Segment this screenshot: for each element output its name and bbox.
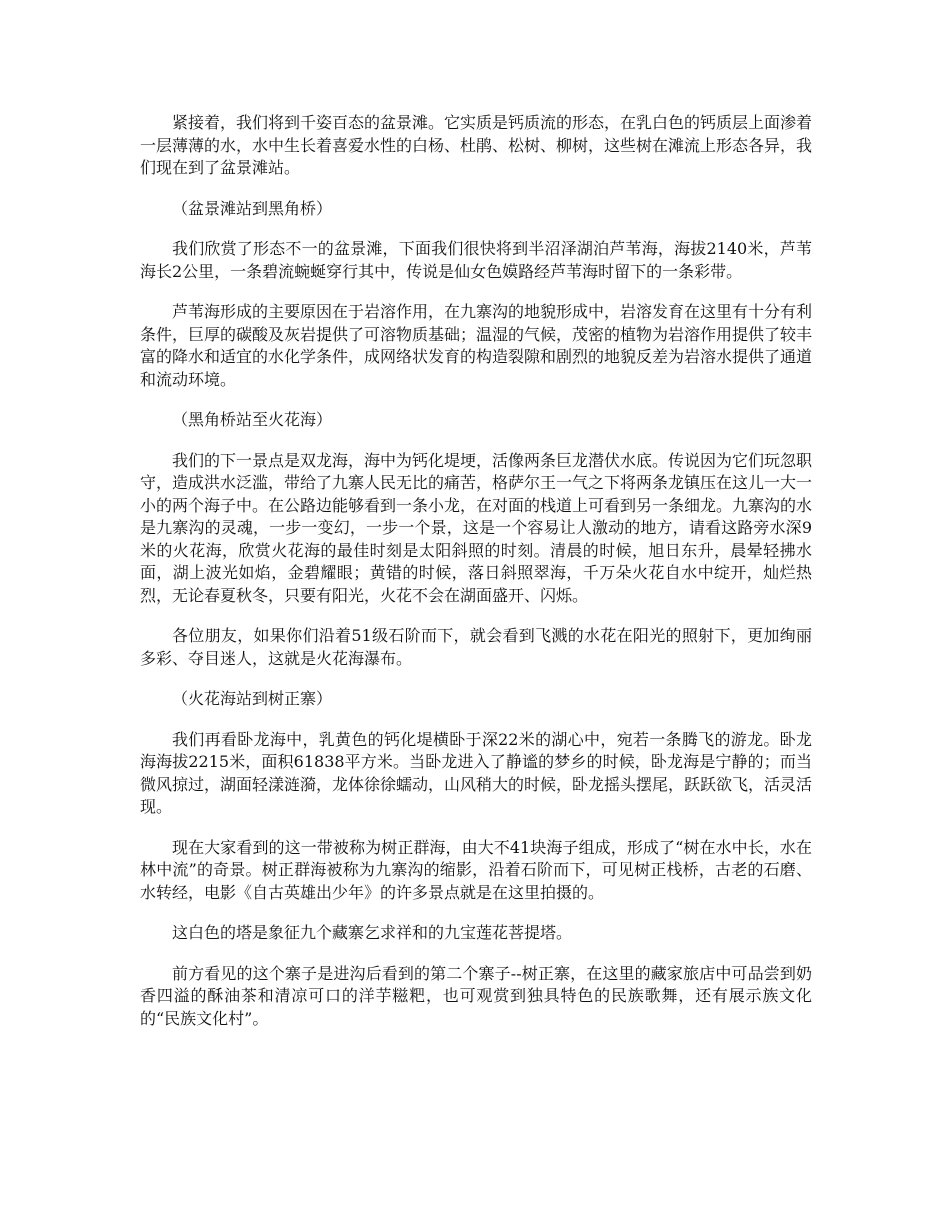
document-page [140,112,812,1048]
paragraph-penjingtan: 紧接着，我们将到千姿百态的盆景滩。它实质是钙质流的形态，在乳白色的钙质层上面渗着一层薄薄的水，水中生长着喜爱水性的白杨、杜鹃、松树、柳树，这些树在滩流上形态各异，我们现在到了盆景滩站。 [140,113,813,177]
paragraph-shuanglonghai: 我们的下一景点是双龙海，海中为钙化堤埂，活像两条巨龙潜伏水底。传说因为它们玩忽职守，造成洪水泛滥，带给了九寨人民无比的痛苦，格萨尔王一气之下将两条龙镇压在这儿一大一小的两个海子中。在公路边能够看到一条小龙，在对面的栈道上可看到另一条细龙。九寨沟的水是九寨沟的灵魂，一步一变幻，一步一个景，这是一个容易让人激动的地方，请看这路旁水深9米的火花海，欣赏火花海的最佳时刻是太阳斜照的时刻。清晨的时候，旭日东升，晨晕轻拂水面，湖上波光如焰，金碧耀眼；黄错的时候，落日斜照翠海，千万朵火花自水中绽开，灿烂热烈，无论春夏秋冬，只要有阳光，火花不会在湖面盛开、闪烁。 [140,450,813,605]
section-heading-heijiaoqiao-huohuahai: （黑角桥站至火花海） [172,410,333,429]
paragraph-luweihai-intro: 我们欣赏了形态不一的盆景滩，下面我们很快将到半沼泽湖泊芦苇海，海拔2140米，芦苇海长2公里，一条碧流蜿蜒穿行其中，传说是仙女色嫫路经芦苇海时留下的一条彩带。 [140,239,812,281]
paragraph-shuzheng-qunhai: 现在大家看到的这一带被称为树正群海，由大不41块海子组成，形成了“树在水中长，水在林中流”的奇景。树正群海被称为九寨沟的缩影，沿着石阶而下，可见树正栈桥，古老的石磨、水转经，电影《自古英雄出少年》的许多景点就是在这里拍摄的。 [140,837,812,902]
paragraph-shuzhengzhai: 前方看见的这个寨子是进沟后看到的第二个寨子--树正寨，在这里的藏家旅店中可品尝到奶香四溢的酥油茶和清凉可口的洋芋糍粑，也可观赏到独具特色的民族歌舞，还有展示族文化的“民族文化村”。 [140,963,812,1028]
paragraph-huohuahai-waterfall: 各位朋友，如果你们沿着51级石阶而下，就会看到飞溅的水花在阳光的照射下，更加绚丽多彩、夺目迷人，这就是火花海瀑布。 [140,626,812,668]
paragraph-wolonghai: 我们再看卧龙海中，乳黄色的钙化堤横卧于深22米的湖心中，宛若一条腾飞的游龙。卧龙海海拔2215米，面积61838平方米。当卧龙进入了静谧的梦乡的时候，卧龙海是宁静的；而当微风掠过，湖面轻漾涟漪，龙体徐徐蠕动，山风稍大的时候，卧龙摇头摆尾，跃跃欲飞，活灵活现。 [140,729,813,816]
paragraph-luweihai-karst: 芦苇海形成的主要原因在于岩溶作用，在九寨沟的地貌形成中，岩溶发育在这里有十分有利条件，巨厚的碳酸及灰岩提供了可溶物质基础；温湿的气候，茂密的植物为岩溶作用提供了较丰富的降水和适宜的水化学条件，成网络状发育的构造裂隙和剧烈的地貌反差为岩溶水提供了通道和流动环境。 [140,302,813,389]
paragraph-white-pagoda: 这白色的塔是象征九个藏寨乞求祥和的九宝莲花菩提塔。 [172,923,573,942]
section-heading-huohuahai-shuzhengzhai: （火花海站到树正寨） [172,689,333,708]
section-heading-penjingtan-heijiaoqiao: （盆景滩站到黑角桥） [172,198,333,218]
